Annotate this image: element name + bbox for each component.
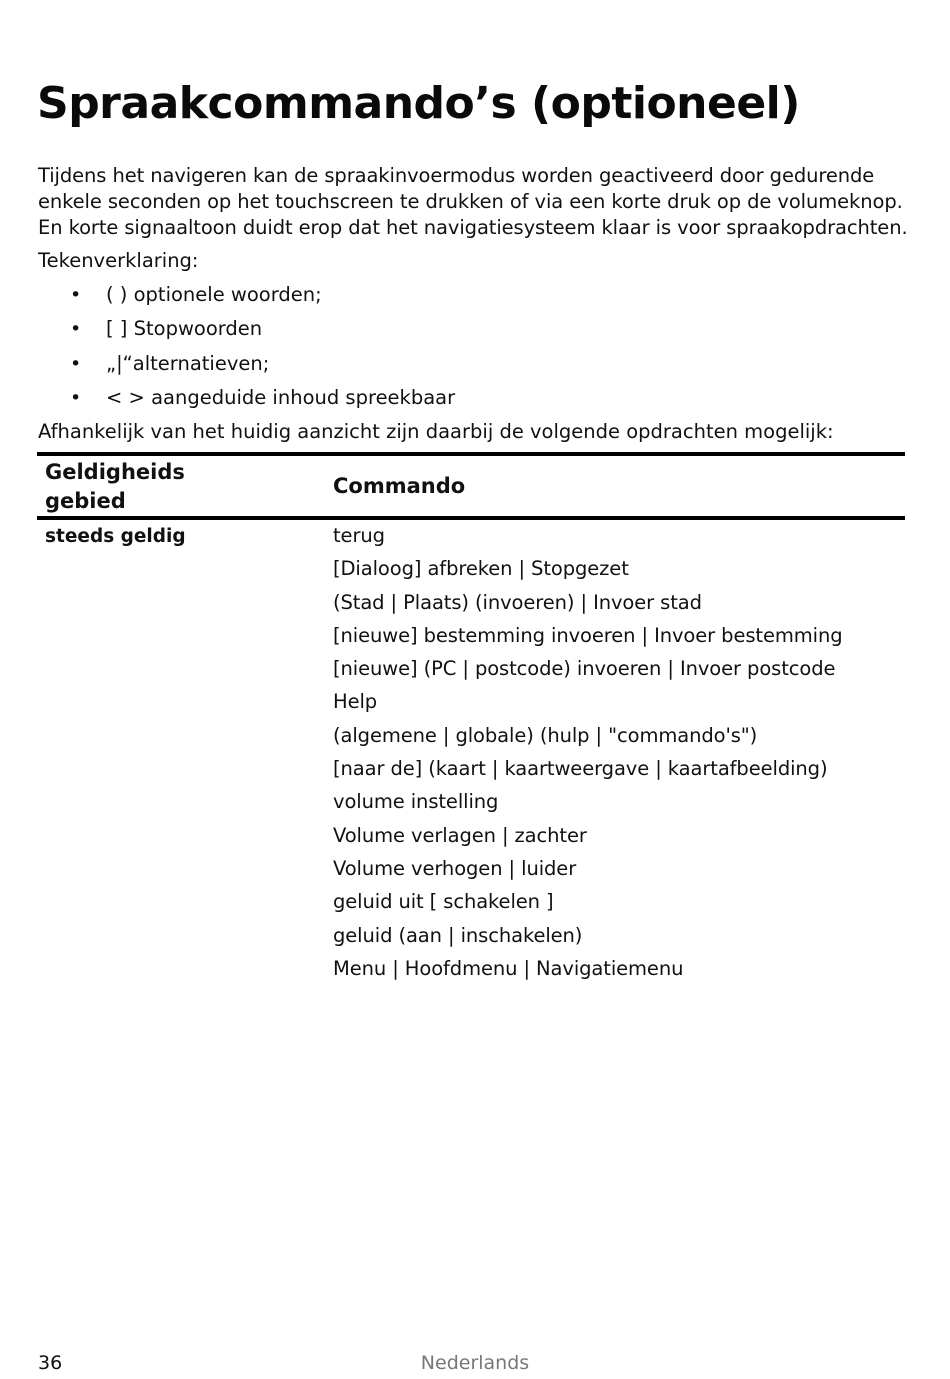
bullet-icon: • bbox=[70, 318, 82, 341]
page-number: 36 bbox=[38, 1352, 63, 1374]
command-item: [naar de] (kaart | kaartweergave | kaartafbeelding) bbox=[333, 757, 828, 781]
legend-item-text: ( ) optionele woorden; bbox=[106, 283, 322, 306]
command-item: [nieuwe] (PC | postcode) invoeren | Invoer postcode bbox=[333, 657, 836, 681]
command-item: terug bbox=[333, 524, 385, 547]
bullet-icon: • bbox=[70, 352, 82, 375]
command-item: Menu | Hoofdmenu | Navigatiemenu bbox=[333, 956, 684, 980]
intro-paragraph: Tijdens het navigeren kan de spraakinvoermodus worden geactiveerd door gedurende enkele seconden op het touchscreen te drukken of via een korte druk op de volumeknop. En korte signaaltoon duidt erop dat het navigatiesysteem klaar is voor spraakopdrachten. bbox=[38, 164, 908, 239]
legend-item bbox=[38, 350, 455, 384]
legend-item bbox=[38, 315, 455, 349]
legend-item-text: < > aangeduide inhoud spreekbaar bbox=[106, 386, 456, 410]
command-item: volume instelling bbox=[333, 790, 499, 814]
bullet-icon: • bbox=[70, 387, 82, 410]
header-scope: Geldigheids gebied bbox=[45, 460, 185, 513]
command-item: geluid (aan | inschakelen) bbox=[333, 923, 583, 947]
legend-item bbox=[38, 281, 455, 315]
command-list bbox=[333, 519, 842, 985]
header-command: Commando bbox=[333, 474, 466, 498]
command-item: Help bbox=[333, 690, 378, 714]
legend-item bbox=[38, 384, 455, 418]
legend-list bbox=[38, 281, 455, 419]
command-item: [nieuwe] bestemming invoeren | Invoer bestemming bbox=[333, 623, 843, 647]
legend-item-text: [ ] Stopwoorden bbox=[106, 317, 263, 341]
command-item: (Stad | Plaats) (invoeren) | Invoer stad bbox=[333, 590, 702, 614]
scope-cell: steeds geldig bbox=[45, 526, 186, 547]
table-top-rule bbox=[37, 452, 905, 456]
command-item: Volume verhogen | luider bbox=[333, 856, 577, 880]
command-item: geluid uit [ schakelen ] bbox=[333, 890, 554, 914]
bullet-icon: • bbox=[70, 284, 82, 306]
command-item: (algemene | globale) (hulp | "commando's") bbox=[333, 723, 758, 747]
command-item: Volume verlagen | zachter bbox=[333, 823, 587, 847]
legend-item-text: „|“alternatieven; bbox=[106, 351, 270, 375]
footer-language: Nederlands bbox=[420, 1352, 530, 1374]
commands-intro: Afhankelijk van het huidig aanzicht zijn daarbij de volgende opdrachten mogelijk: bbox=[38, 420, 834, 443]
page-title: Spraakcommando’s (optioneel) bbox=[37, 78, 800, 129]
legend-title: Tekenverklaring: bbox=[38, 249, 199, 272]
command-item: [Dialoog] afbreken | Stopgezet bbox=[333, 557, 629, 581]
